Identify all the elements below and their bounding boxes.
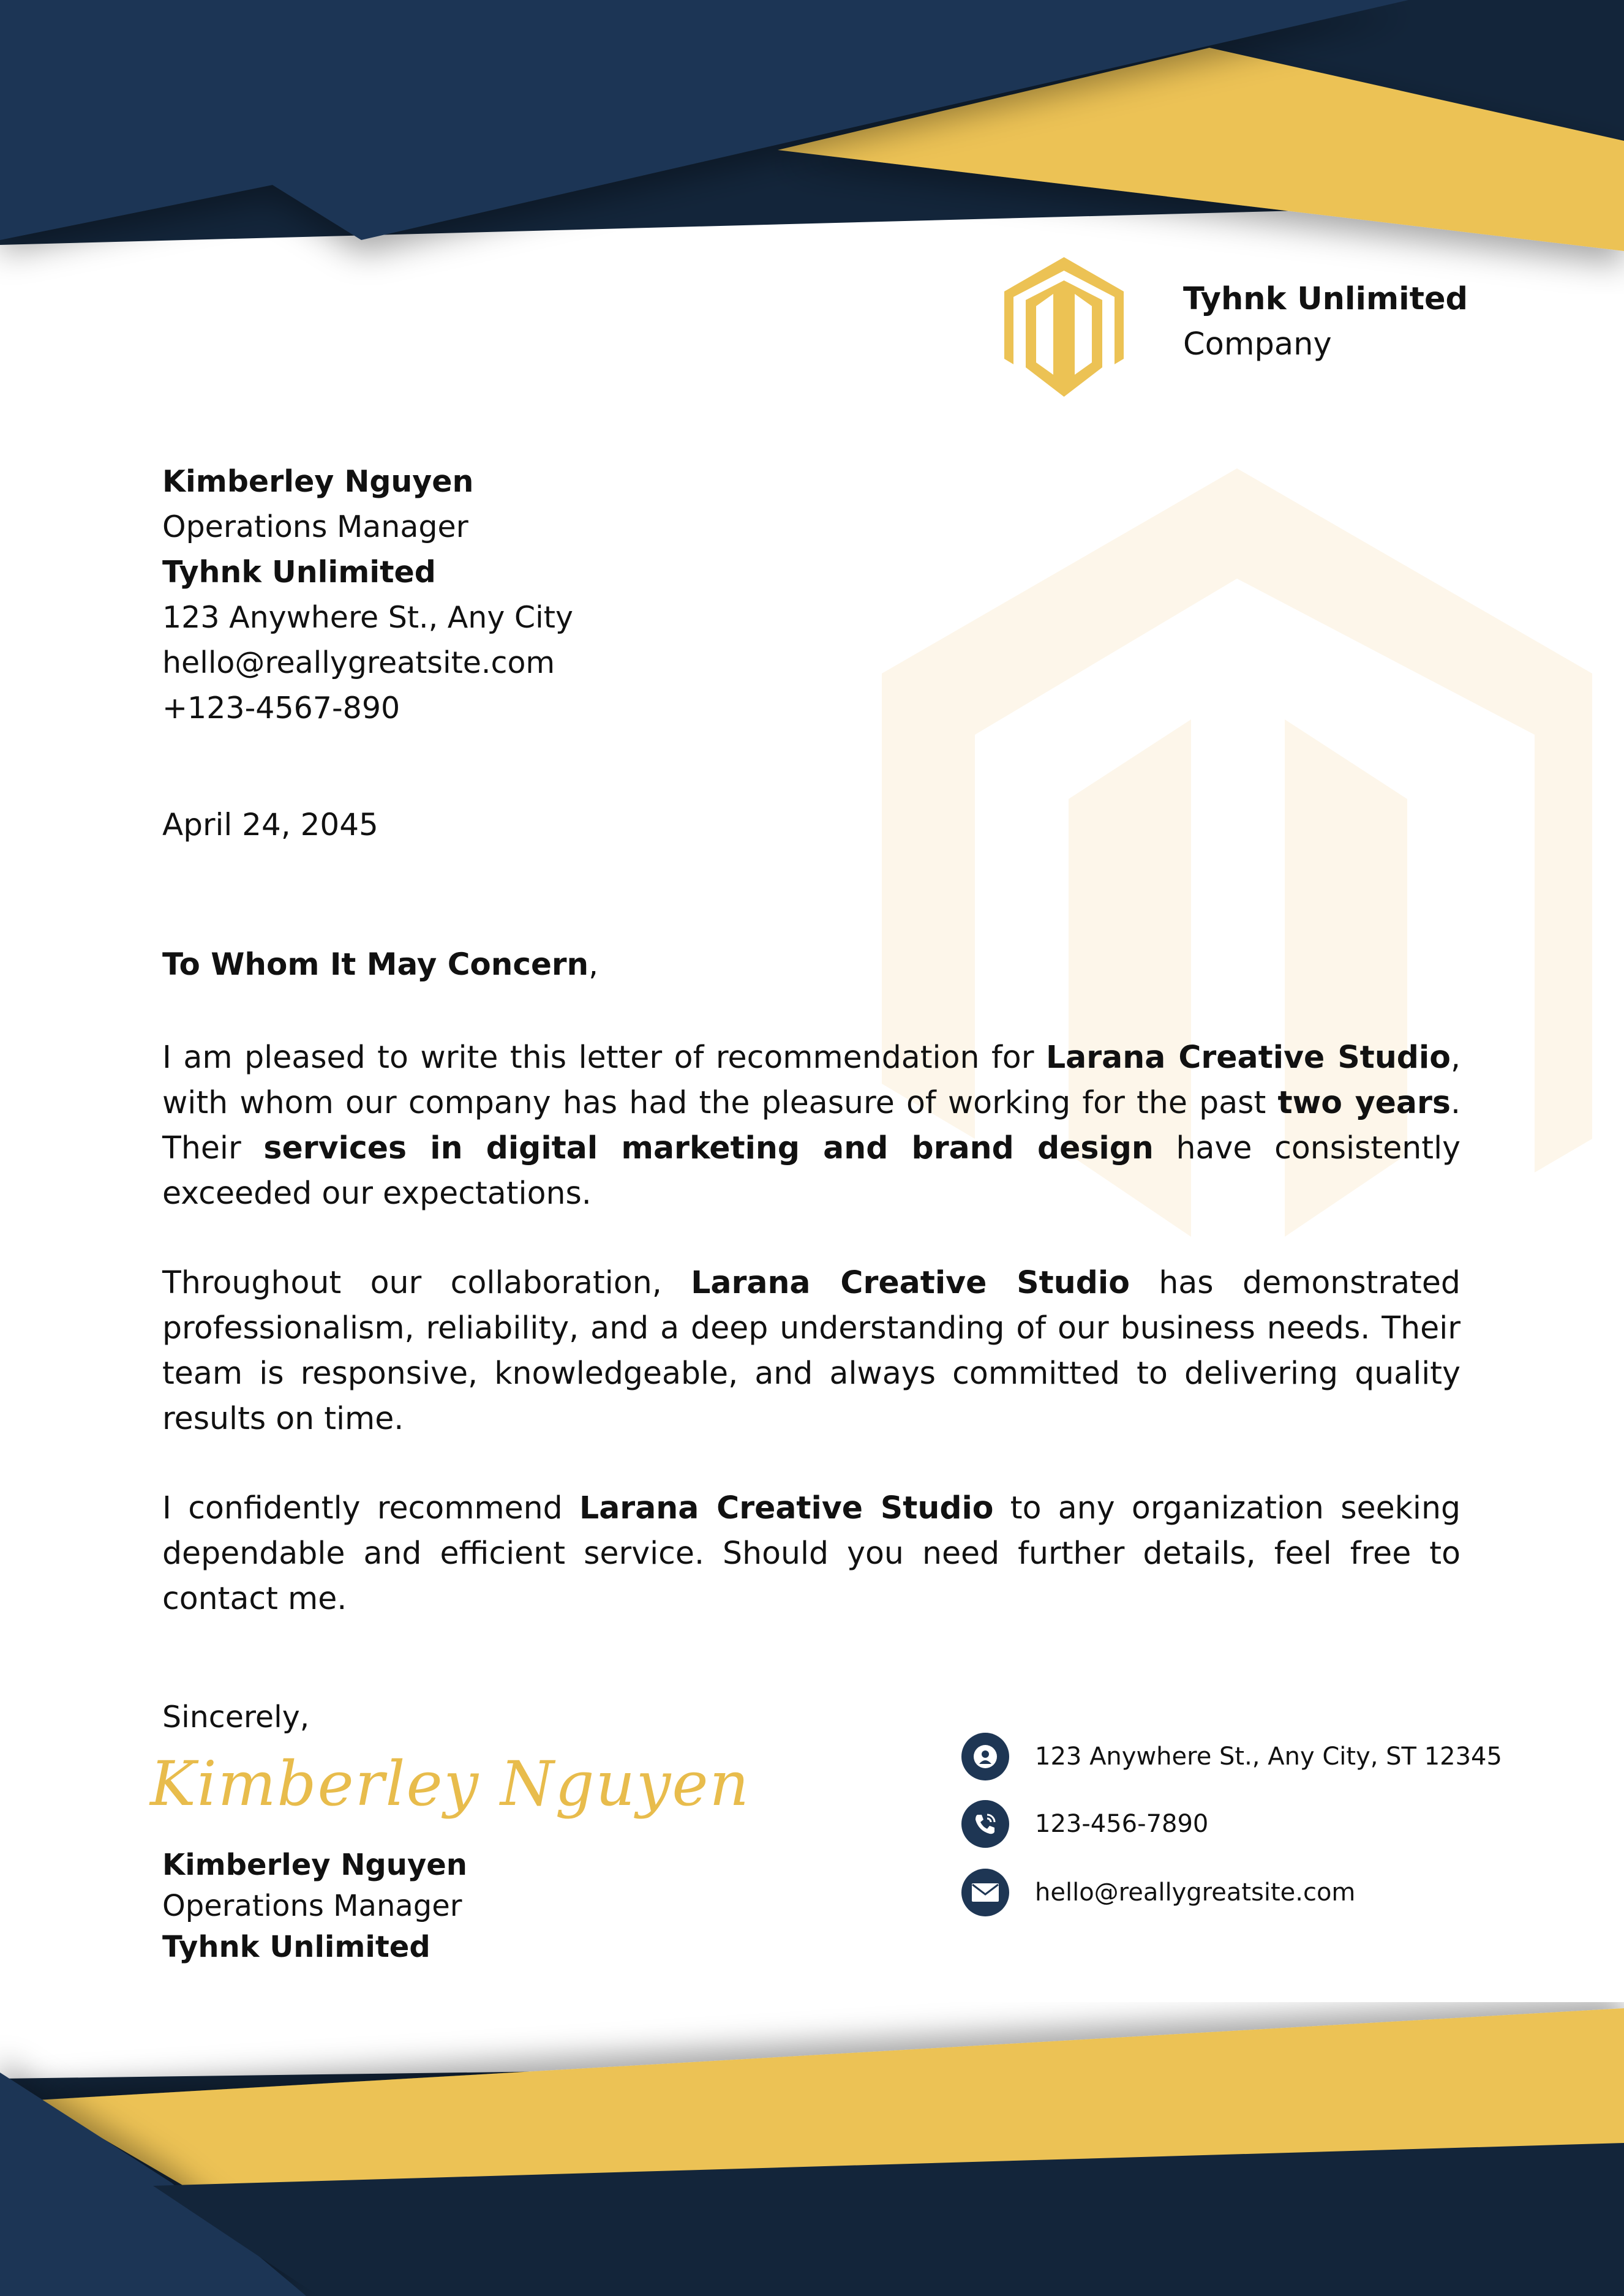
contact-email-text: hello@reallygreatsite.com — [1035, 1878, 1356, 1907]
p1-bold-studio: Larana Creative Studio — [1046, 1039, 1451, 1075]
mail-icon — [961, 1869, 1009, 1916]
sender-name: Kimberley Nguyen — [162, 464, 474, 499]
p1-text-c: , with whom our company has had the pleasure of working for the past — [162, 1039, 1460, 1120]
contact-address-text: 123 Anywhere St., Any City, ST 12345 — [1035, 1743, 1502, 1771]
handwritten-signature: Kimberley Nguyen — [150, 1748, 750, 1820]
contact-phone — [961, 1800, 1208, 1848]
sender-address: 123 Anywhere St., Any City — [162, 600, 573, 635]
p1-text-g: have consistently exceeded our expectations. — [162, 1130, 1460, 1211]
signature-name: Kimberley Nguyen — [162, 1848, 467, 1882]
location-icon — [961, 1733, 1009, 1780]
paragraph-2 — [162, 1260, 1460, 1441]
p3-text-a: I confidently recommend — [162, 1490, 580, 1526]
phone-icon — [961, 1800, 1009, 1848]
brand-name: Tyhnk Unlimited — [1183, 281, 1468, 317]
p1-bold-duration: two years — [1277, 1084, 1451, 1120]
p2-text-c: has demonstrated professionalism, reliability, and a deep understanding of our business needs. Their team is responsive, knowledgeable, and always committed to delivering quality results on time. — [162, 1264, 1460, 1436]
signature-title: Operations Manager — [162, 1889, 462, 1923]
brand-tagline: Company — [1183, 326, 1332, 362]
p2-bold-studio: Larana Creative Studio — [691, 1264, 1130, 1300]
contact-address — [961, 1733, 1502, 1780]
sender-company: Tyhnk Unlimited — [162, 555, 436, 590]
p1-text-a: I am pleased to write this letter of recommendation for — [162, 1039, 1046, 1075]
sender-phone: +123-4567-890 — [162, 691, 400, 726]
p3-bold-studio: Larana Creative Studio — [579, 1490, 994, 1526]
p2-text-a: Throughout our collaboration, — [162, 1264, 691, 1300]
paragraph-3 — [162, 1485, 1460, 1621]
sender-title: Operations Manager — [162, 509, 468, 544]
footer-decoration — [0, 2002, 1624, 2296]
sender-block — [162, 459, 573, 731]
brand-block — [1183, 277, 1468, 367]
company-logo-icon — [1004, 257, 1124, 397]
p1-text-e: . Their — [162, 1084, 1460, 1166]
sender-email: hello@reallygreatsite.com — [162, 645, 555, 680]
signature-block — [162, 1845, 467, 1968]
salutation: To Whom It May Concern, — [162, 947, 599, 982]
paragraph-1 — [162, 1035, 1460, 1216]
p1-bold-services: services in digital marketing and brand design — [263, 1130, 1154, 1166]
contact-phone-text: 123-456-7890 — [1035, 1810, 1209, 1838]
letter-date: April 24, 2045 — [162, 807, 378, 842]
contact-email — [961, 1869, 1355, 1916]
signature-company: Tyhnk Unlimited — [162, 1930, 430, 1964]
salutation-text: To Whom It May Concern — [162, 947, 589, 982]
p3-text-c: to any organization seeking dependable and efficient service. Should you need further details, feel free to contact me. — [162, 1490, 1461, 1616]
closing: Sincerely, — [162, 1700, 310, 1735]
header-decoration — [0, 0, 1624, 294]
